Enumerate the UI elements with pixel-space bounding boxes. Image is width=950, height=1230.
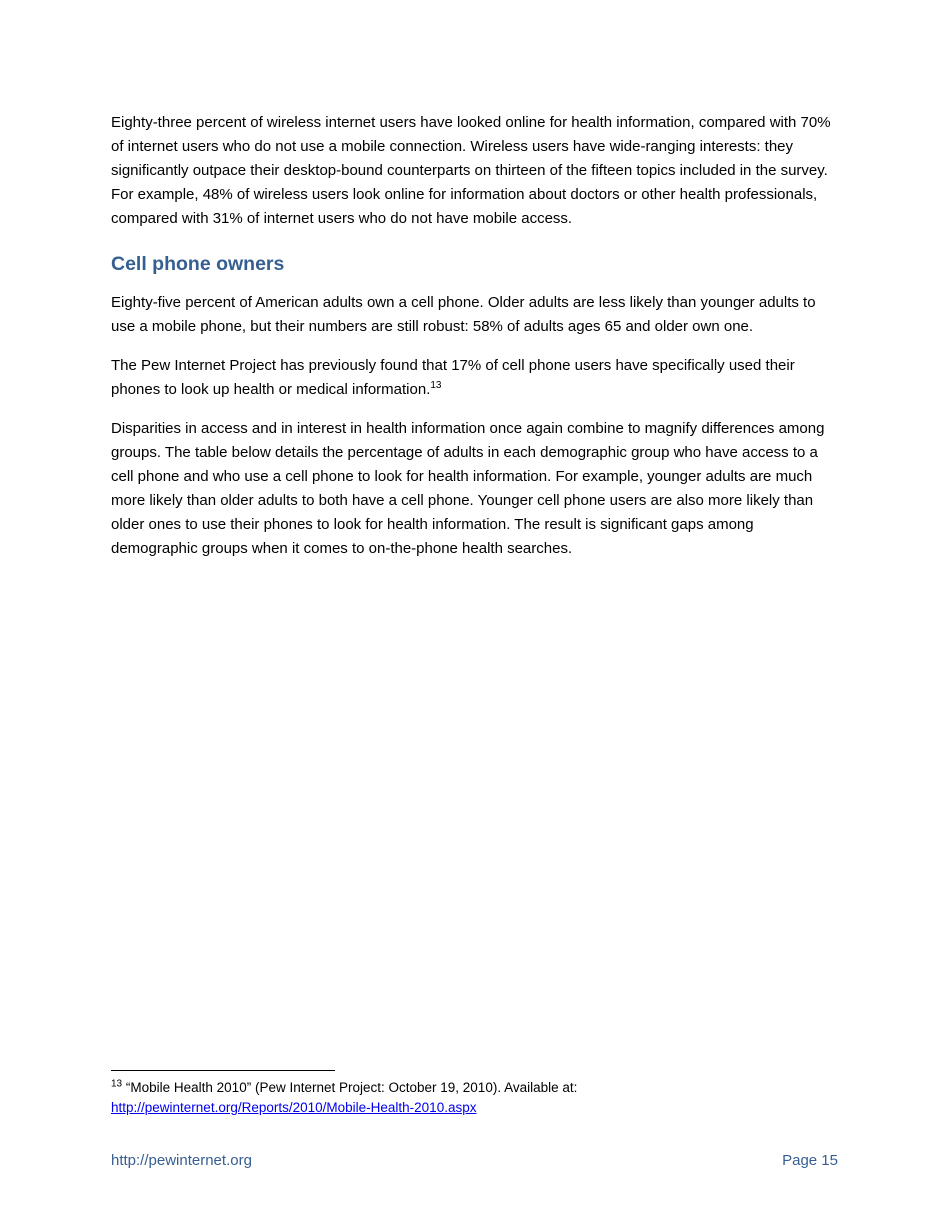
footnote-reference[interactable]: 13 <box>430 380 442 391</box>
page-body <box>111 111 841 576</box>
footnote-text: “Mobile Health 2010” (Pew Internet Project: October 19, 2010). Available at: <box>122 1080 578 1095</box>
footnote-line <box>111 1078 841 1098</box>
footnote-separator <box>111 1070 335 1071</box>
footnote <box>111 1078 841 1118</box>
paragraph-pew-finding-text: The Pew Internet Project has previously found that 17% of cell phone users have specifically used their phones to look up health or medical information. <box>111 357 795 398</box>
footer-page-number: Page 15 <box>782 1152 838 1169</box>
paragraph-pew-finding <box>111 354 841 402</box>
footer-site-url: http://pewinternet.org <box>111 1152 252 1169</box>
footnote-number: 13 <box>111 1078 123 1090</box>
paragraph-wireless-users: Eighty-three percent of wireless internet users have looked online for health information, compared with 70% of internet users who do not use a mobile connection. Wireless users have wide-ranging interests: they significantly outpace their desktop-bound counterparts on thirteen of the fifteen topics included in the survey. For example, 48% of wireless users look online for information about doctors or other health professionals, compared with 31% of internet users who do not have mobile access. <box>111 114 831 227</box>
footnote-link[interactable]: http://pewinternet.org/Reports/2010/Mobile-Health-2010.aspx <box>111 1100 477 1115</box>
paragraph-cell-phone-ownership: Eighty-five percent of American adults own a cell phone. Older adults are less likely than younger adults to use a mobile phone, but their numbers are still robust: 58% of adults ages 65 and older own one. <box>111 294 816 335</box>
section-heading-cell-phone-owners: Cell phone owners <box>111 253 285 275</box>
paragraph-disparities: Disparities in access and in interest in health information once again combine to magnify differences among groups. The table below details the percentage of adults in each demographic group who have access to a cell phone and who use a cell phone to look for health information. For example, younger adults are much more likely than older adults to both have a cell phone. Younger cell phone users are also more likely than older ones to use their phones to look for health information. The result is significant gaps among demographic groups when it comes to on-the-phone health searches. <box>111 420 825 557</box>
